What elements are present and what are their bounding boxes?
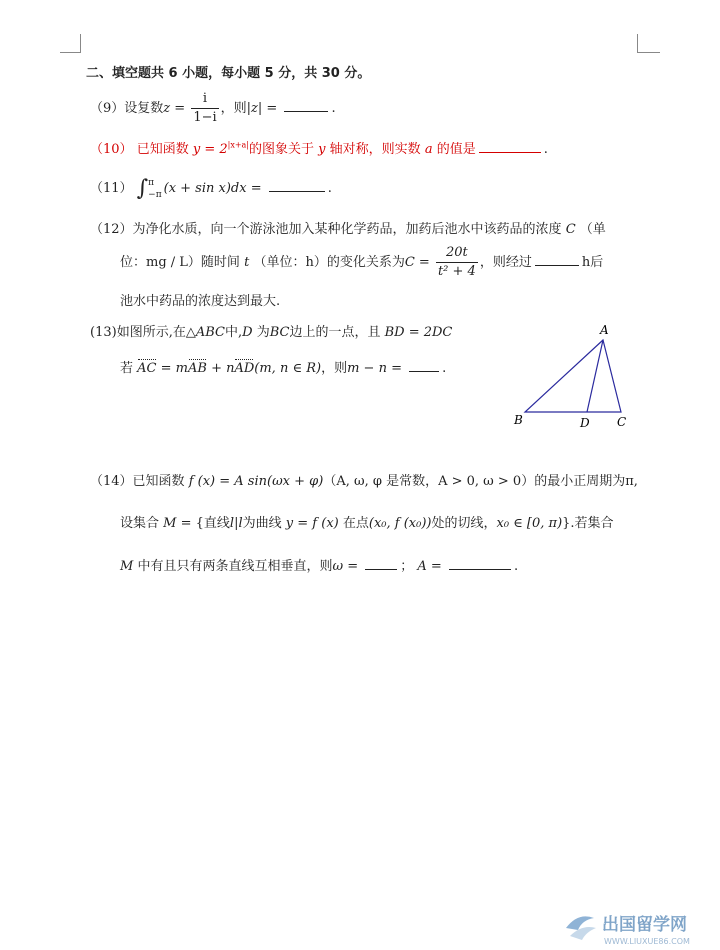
q10-lead: 已知函数: [136, 142, 189, 157]
q9-absz: |z|: [246, 101, 263, 116]
q13-line1-d: 边上的一点，且: [289, 325, 381, 340]
label-A: A: [600, 323, 609, 337]
q11-upper: π: [148, 177, 155, 188]
q10-expr: y = 2: [192, 142, 228, 157]
q10-exponent: |x+a|: [227, 140, 249, 150]
q11-limits: [148, 177, 161, 201]
q12-frac-den: t² + 4: [437, 264, 476, 279]
question-13-line-2: [120, 357, 446, 376]
integral-sign: ∫: [136, 176, 149, 201]
q14-l: l: [229, 516, 235, 531]
q13-abc: ABC: [195, 325, 225, 340]
q12-line1-end: （单: [579, 222, 606, 237]
q12-number: （12）: [90, 222, 133, 237]
q13-then: ，则: [321, 361, 348, 376]
q14-omega: ω: [332, 559, 344, 574]
q11-eq: =: [246, 181, 266, 196]
q12-answer-blank[interactable]: [535, 253, 579, 266]
q13-ruo: 若: [120, 361, 134, 376]
q14-sep: ；: [400, 559, 414, 574]
label-C: C: [617, 415, 627, 429]
q12-C2: C: [404, 255, 415, 270]
q9-eq2: =: [262, 101, 282, 116]
q12-frac-num: 20t: [436, 244, 478, 263]
margin-corner-right: [637, 34, 660, 53]
q13-plus-n: + n: [206, 361, 235, 376]
question-9: [90, 90, 336, 127]
q9-then: ，则: [220, 101, 247, 116]
watermark-logo: [560, 906, 720, 950]
q12-line2-c: ，则经过: [479, 255, 532, 270]
q14-A-blank[interactable]: [449, 557, 511, 570]
section-heading: 二、填空题共 6 小题，每小题 5 分，共 30 分。: [86, 66, 371, 81]
q9-number: （9）: [90, 101, 125, 116]
q11-integrand: (x + sin x)dx: [163, 181, 247, 196]
q12-eq: =: [414, 255, 434, 270]
q10-a: a: [424, 142, 433, 157]
q11-lower: −π: [148, 189, 162, 200]
q10-number: （10）: [90, 142, 133, 157]
q13-eq-m: = m: [156, 361, 188, 376]
question-12-line-3: 池水中药品的浓度达到最大.: [120, 294, 281, 309]
q14-eq2: =: [426, 559, 446, 574]
q13-eq2: =: [386, 361, 407, 376]
q12-line1: 为净化水质，向一个游泳池加入某种化学药品，加药后池水中该药品的浓度: [132, 222, 562, 237]
q14-line1-b: （A, ω, φ 是常数，A > 0, ω > 0）的最小正周期为π,: [323, 474, 638, 489]
q10-end: .: [543, 142, 548, 157]
q14-curve: y = f (x): [285, 516, 339, 531]
segment-AD: [587, 340, 603, 412]
vector-AD: AD: [234, 361, 255, 376]
q14-line2-d: 为曲线: [242, 516, 282, 531]
q13-mn: m − n: [347, 361, 387, 376]
q14-M2: M: [120, 559, 134, 574]
q12-fraction: [436, 244, 478, 281]
q14-x0: x₀ ∈ [0, π): [496, 516, 563, 531]
q13-line1-c: 为: [256, 325, 270, 340]
q14-line2-b: = {直线: [176, 516, 230, 531]
q9-eq: =: [170, 101, 190, 116]
q14-line2-c: |: [234, 516, 239, 531]
q9-frac-num: i: [191, 90, 218, 109]
q13-number: (13): [90, 325, 117, 340]
q14-point: (x₀, f (x₀)): [368, 516, 432, 531]
q10-rest2: 轴对称，则实数: [329, 142, 421, 157]
q14-A: A: [417, 559, 427, 574]
label-D: D: [580, 416, 590, 430]
q14-line2-e: 在点: [342, 516, 369, 531]
question-11: [90, 176, 332, 201]
q14-l2: l: [238, 516, 243, 531]
question-14-line-2: [120, 512, 614, 531]
q14-f-expr: f (x) = A sin(ωx + φ): [188, 474, 324, 489]
q13-BC: BC: [269, 325, 290, 340]
watermark-brand: 出国留学网: [602, 915, 687, 935]
q12-line2-b: （单位：h）的变化关系为: [253, 255, 405, 270]
q12-t: t: [244, 255, 250, 270]
vector-AC: AC: [137, 361, 157, 376]
q10-rest: 的图象关于: [249, 142, 315, 157]
q9-lead: 设复数: [124, 101, 164, 116]
q11-answer-blank[interactable]: [269, 179, 325, 192]
q11-number: （11）: [90, 181, 133, 196]
q10-axis: y: [318, 142, 326, 157]
question-14-line-1: [90, 470, 638, 489]
q14-omega-blank[interactable]: [365, 557, 397, 570]
question-13-line-1: [90, 321, 452, 340]
triangle-figure: [505, 320, 635, 430]
q13-answer-blank[interactable]: [409, 359, 439, 372]
q14-number: （14）: [90, 474, 133, 489]
q12-line2-a: 位：mg / L）随时间: [120, 255, 240, 270]
q13-D: D: [242, 325, 253, 340]
vector-AB: AB: [187, 361, 207, 376]
q11-end: .: [327, 181, 332, 196]
q14-end: .: [513, 559, 519, 574]
q10-answer-blank[interactable]: [479, 140, 541, 153]
q14-line1-a: 已知函数: [132, 474, 185, 489]
question-12-line-2: [120, 244, 603, 281]
q12-line2-d: h后: [581, 255, 604, 270]
q9-fraction: [191, 90, 218, 127]
q9-frac-den: 1−i: [193, 110, 217, 125]
q14-line2-a: 设集合: [120, 516, 160, 531]
q13-line1-b: 中,: [224, 325, 243, 340]
q13-cond: (m, n ∈ R): [254, 361, 322, 376]
q9-answer-blank[interactable]: [284, 99, 328, 112]
question-10: [90, 138, 548, 157]
q13-end: .: [442, 361, 447, 376]
watermark-url: WWW.LIUXUE86.COM: [604, 937, 690, 946]
q13-bd-eq: BD = 2DC: [384, 325, 453, 340]
q14-line3-b: 中有且只有两条直线互相垂直，则: [137, 559, 333, 574]
q9-z: z: [163, 101, 171, 116]
margin-corner-left: [60, 34, 81, 53]
q10-rest3: 的值是: [436, 142, 476, 157]
question-14-line-3: [120, 555, 518, 574]
q14-M: M: [163, 516, 177, 531]
q13-line1-a: 如图所示,在△: [116, 325, 196, 340]
question-12-line-1: [90, 218, 606, 237]
q14-eq: =: [343, 559, 363, 574]
q12-C: C: [565, 222, 576, 237]
q9-end: .: [331, 101, 336, 116]
q14-line2-f: 处的切线，: [431, 516, 497, 531]
q14-line2-g: }.若集合: [562, 516, 614, 531]
triangle-ABC: [525, 340, 621, 412]
label-B: B: [514, 413, 523, 427]
